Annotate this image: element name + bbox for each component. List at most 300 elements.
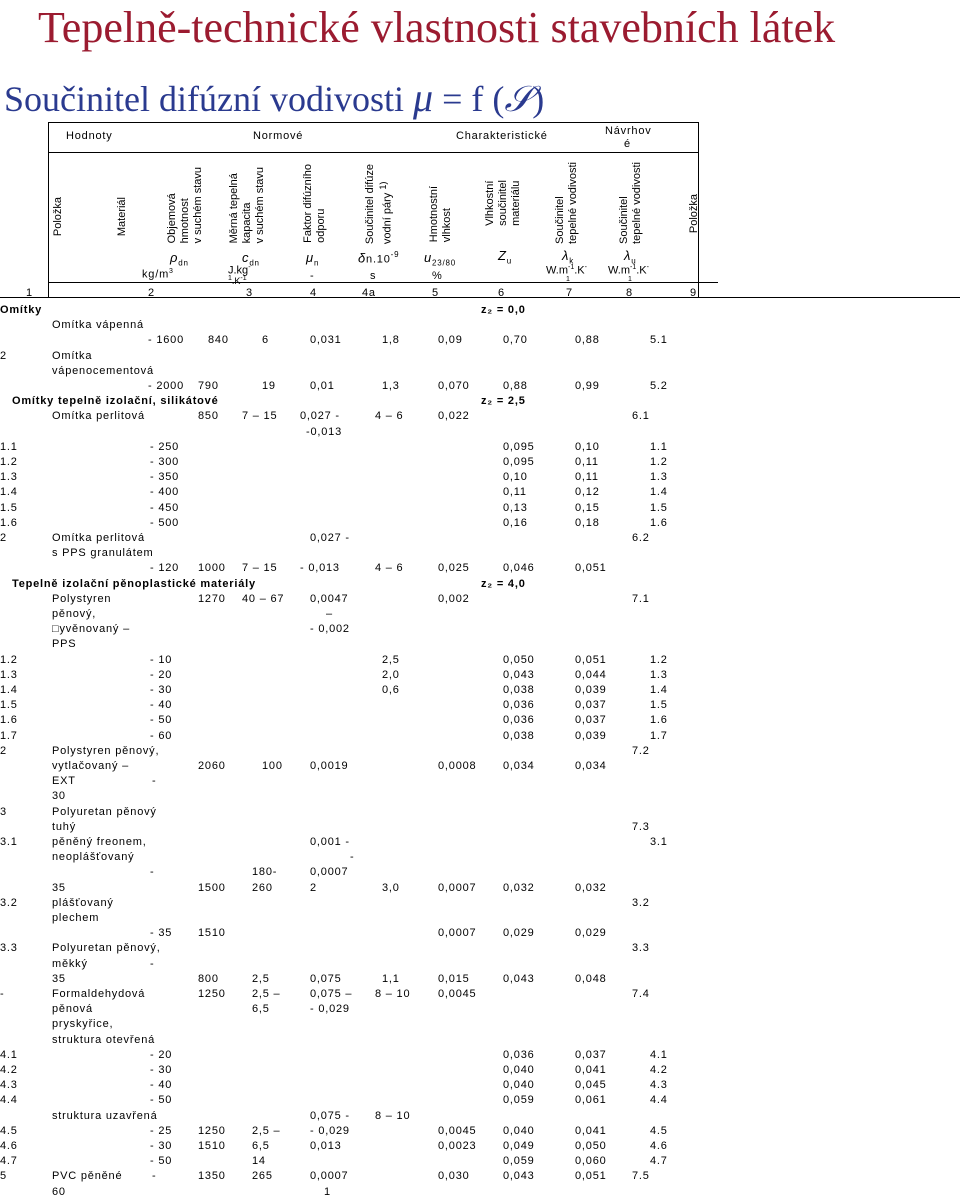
table-cell: - — [152, 1170, 157, 1183]
table-cell: 7.3 — [632, 820, 650, 833]
table-cell: 0,048 — [575, 972, 607, 985]
table-cell: neoplášťovaný — [52, 851, 135, 864]
col-objemova: Objemová hmotnost v suchém stavu — [166, 167, 204, 244]
table-cell: 0,09 — [438, 334, 463, 347]
group-hodnoty: Hodnoty — [66, 130, 113, 142]
table-cell: s PPS granulátem — [52, 547, 154, 560]
table-cell: 8 – 10 — [375, 988, 411, 1000]
table-cell: 0,050 — [503, 653, 535, 666]
header-symbol-line — [48, 282, 718, 283]
table-cell: 1.2 — [0, 653, 18, 666]
table-cell: 0,0045 — [438, 988, 477, 1000]
table-cell: struktura otevřená — [52, 1033, 156, 1046]
table-cell: 4.4 — [0, 1094, 18, 1107]
table-cell: Omítka vápenná — [52, 319, 144, 332]
table-cell: - 0,002 — [310, 623, 350, 636]
col-polozka-right: Položka — [688, 194, 700, 234]
table-cell: - 20 — [150, 668, 173, 681]
table-cell: 840 — [208, 334, 229, 347]
table-cell: 0,043 — [503, 972, 535, 985]
table-cell: pryskyřice, — [52, 1018, 114, 1031]
subtitle-text: Součinitel difúzní vodivosti — [4, 79, 404, 119]
table-cell: 3.2 — [632, 896, 650, 909]
table-cell: 0,037 — [575, 699, 607, 712]
table-cell: 4 – 6 — [375, 562, 404, 575]
table-cell: z₂ = 0,0 — [481, 304, 526, 316]
table-cell: 0,038 — [503, 729, 535, 742]
group-charakteristicke: Charakteristické — [456, 130, 548, 142]
table-cell: 40 – 67 — [242, 592, 285, 605]
col-vlhkostni: Vlhkostní součinitel materiálu — [484, 180, 522, 226]
table-cell: - — [150, 866, 155, 879]
table-cell: 0,041 — [575, 1124, 607, 1137]
table-cell: 2,5 — [252, 972, 270, 985]
table-cell: 0,095 — [503, 440, 535, 453]
table-cell: - 350 — [150, 471, 180, 484]
table-cell: 1.6 — [0, 516, 18, 529]
table-cell: - 0,029 — [310, 1124, 350, 1137]
table-cell: 0,11 — [575, 471, 599, 484]
table-cell: 0,060 — [575, 1155, 607, 1168]
table-cell: 0,036 — [503, 714, 535, 727]
table-cell: 0,002 — [438, 592, 470, 605]
table-cell: EXT — [52, 775, 76, 788]
table-cell: - 30 — [150, 684, 173, 696]
table-cell: 1.2 — [650, 653, 668, 666]
table-cell: 8 – 10 — [375, 1109, 411, 1122]
table-cell: Omítka perlitová — [52, 532, 145, 544]
header-border — [48, 122, 49, 297]
table-cell: 1.6 — [650, 516, 668, 529]
column-number: 6 — [498, 287, 505, 299]
table-cell: 5.1 — [650, 334, 668, 347]
table-cell: 4.4 — [650, 1094, 668, 1107]
table-cell: 0,013 — [310, 1140, 342, 1152]
table-cell: 0,0007 — [438, 881, 477, 894]
table-cell: - — [152, 775, 157, 788]
table-cell: 0,001 - — [310, 836, 350, 848]
table-cell: - 35 — [150, 927, 173, 940]
table-cell: PPS — [52, 638, 77, 651]
table-cell: 0,043 — [503, 668, 535, 681]
table-cell: 0,075 - — [310, 1109, 350, 1122]
table-cell: - — [350, 851, 355, 864]
table-cell: 0,075 – — [310, 988, 353, 1000]
table-cell: 2 — [0, 532, 7, 544]
table-cell: 3.2 — [0, 896, 18, 909]
table-cell: - 50 — [150, 714, 173, 727]
table-cell: 1500 — [198, 881, 226, 894]
symbol-u: $u_{23/80}$ — [424, 250, 457, 268]
table-cell: 1000 — [198, 562, 226, 575]
symbol-lambda-k: $\lambda_k$ — [562, 248, 575, 266]
table-cell: 0,051 — [575, 1170, 607, 1183]
table-cell: 4.3 — [0, 1079, 18, 1092]
table-cell: PVC pěněné — [52, 1170, 123, 1183]
page-title: Tepelně-technické vlastnosti stavebních látek — [38, 3, 836, 52]
table-cell: 0,043 — [503, 1170, 535, 1183]
table-cell: 0,037 — [575, 1048, 607, 1061]
table-cell: Polyuretan pěnový — [52, 805, 157, 818]
column-number: 5 — [432, 287, 439, 299]
table-cell: 1.7 — [0, 729, 18, 742]
table-cell: 0,6 — [382, 684, 400, 696]
table-cell: vytlačovaný – — [52, 760, 130, 772]
table-cell: 850 — [198, 410, 219, 423]
table-cell: Omítka perlitová — [52, 410, 145, 423]
table-cell: 4.1 — [650, 1048, 668, 1061]
table-cell: Omítky tepelně izolační, silikátové — [12, 395, 219, 408]
table-cell: 60 — [52, 1185, 66, 1198]
table-cell: 260 — [252, 881, 273, 894]
table-cell: 0,039 — [575, 729, 607, 742]
table-cell: 4.2 — [650, 1064, 668, 1076]
table-cell: 0,038 — [503, 684, 535, 696]
table-cell: 7.4 — [632, 988, 650, 1000]
table-cell: z₂ = 4,0 — [481, 577, 526, 590]
column-number: 4a — [362, 287, 376, 299]
table-cell: - — [0, 988, 5, 1000]
table-cell: 1.2 — [0, 456, 18, 468]
table-cell: 0,036 — [503, 1048, 535, 1061]
table-cell: pěněný freonem, — [52, 836, 147, 848]
table-cell: 1250 — [198, 1124, 226, 1137]
table-cell: 2,0 — [382, 668, 400, 681]
unit-u: % — [432, 270, 443, 282]
table-cell: 0,18 — [575, 516, 600, 529]
table-cell: 1.7 — [650, 729, 668, 742]
table-cell: 7 – 15 — [242, 562, 278, 575]
table-cell: 0,0007 — [438, 927, 477, 940]
group-navrhove: Návrhov — [605, 125, 652, 137]
table-cell: 1.4 — [0, 486, 18, 499]
table-cell: 3.3 — [632, 942, 650, 955]
table-cell: 0,059 — [503, 1155, 535, 1168]
table-cell: - 10 — [150, 653, 173, 666]
table-cell: 0,029 — [503, 927, 535, 940]
symbol-lambda-u: $\lambda_u$ — [624, 248, 637, 266]
table-cell: – — [326, 608, 333, 620]
table-cell: z₂ = 2,5 — [481, 395, 526, 408]
unit-delta: s — [370, 270, 377, 282]
table-cell: - 120 — [150, 562, 180, 575]
column-number: 1 — [26, 287, 33, 299]
col-material: Materiál — [116, 197, 128, 237]
col-tepelna-vodivost-k: Součinitel tepelné vodivosti — [554, 162, 579, 244]
table-cell: 5.2 — [650, 380, 668, 392]
table-cell: 19 — [262, 380, 276, 392]
table-cell: 0,039 — [575, 684, 607, 696]
table-cell: 0,11 — [575, 456, 599, 468]
table-cell: 1.3 — [0, 471, 18, 484]
table-cell: 0,050 — [575, 1140, 607, 1152]
table-cell: 7.1 — [632, 592, 650, 605]
subtitle-mu: μ — [412, 75, 434, 120]
table-cell: Omítka — [52, 349, 93, 362]
symbol-z: $Z_u$ — [498, 248, 512, 266]
table-cell: 0,041 — [575, 1064, 607, 1076]
table-cell: pěnový, — [52, 608, 97, 620]
table-cell: 0,070 — [438, 380, 470, 392]
table-cell: 0,036 — [503, 699, 535, 712]
table-cell: 0,0045 — [438, 1124, 477, 1137]
table-cell: 0,040 — [503, 1079, 535, 1092]
unit-c: J.kg- — [228, 264, 251, 277]
table-cell: 0,029 — [575, 927, 607, 940]
table-cell: 35 — [52, 972, 66, 985]
table-cell: tuhý — [52, 820, 76, 833]
col-tepelna-vodivost-u: Součinitel tepelné vodivosti — [618, 162, 643, 244]
table-cell: 1.3 — [650, 668, 668, 681]
table-cell: 0,030 — [438, 1170, 470, 1183]
table-cell: 4.2 — [0, 1064, 18, 1076]
symbol-c: $c_{dn}$ — [242, 250, 260, 268]
table-cell: 0,11 — [503, 486, 527, 499]
properties-table — [0, 122, 960, 1198]
table-cell: 1.4 — [0, 684, 18, 696]
table-cell: - 25 — [150, 1124, 173, 1137]
symbol-delta: $\delta n.10^{-9}$ — [358, 250, 400, 266]
table-cell: 0,0047 — [310, 592, 349, 605]
unit-lambda-u: $W.m^{-1}.K^-$ — [608, 264, 649, 277]
table-cell: Polystyren pěnový, — [52, 744, 160, 757]
table-cell: - 450 — [150, 501, 180, 514]
table-cell: 2,5 — [382, 653, 400, 666]
header-top-line — [48, 122, 698, 123]
table-cell: 4.5 — [650, 1124, 668, 1137]
col-hmotnostni: Hmotnostní vlhkost — [428, 186, 453, 243]
table-cell: - 0,029 — [310, 1003, 350, 1016]
unit-rho: $kg/m^3$ — [142, 268, 174, 281]
table-cell: 0,034 — [503, 760, 535, 772]
table-cell: 3,0 — [382, 881, 400, 894]
table-cell: 4.7 — [650, 1155, 668, 1168]
table-cell: 4.6 — [650, 1140, 668, 1152]
table-cell: 180- — [252, 866, 278, 879]
table-cell: 1,3 — [382, 380, 400, 392]
table-cell: Tepelně izolační pěnoplastické materiály — [12, 577, 256, 590]
subtitle-symbol: 𝒮 — [504, 79, 533, 119]
table-cell: 0,10 — [575, 440, 600, 453]
table-cell: 14 — [252, 1155, 266, 1168]
table-cell: 7.2 — [632, 744, 650, 757]
table-cell: 3.1 — [0, 836, 18, 848]
table-cell: měkký — [52, 957, 88, 970]
table-cell: 0,049 — [503, 1140, 535, 1152]
table-cell: - 250 — [150, 440, 180, 453]
table-cell: 2,5 – — [252, 1124, 281, 1137]
column-number: 4 — [310, 287, 317, 299]
table-cell: vápenocementová — [52, 364, 154, 377]
table-cell: 0,044 — [575, 668, 607, 681]
table-cell: 0,99 — [575, 380, 600, 392]
table-cell: 0,13 — [503, 501, 528, 514]
table-cell: 0,0008 — [438, 760, 477, 772]
table-cell: 1.1 — [0, 440, 18, 453]
table-cell: 4.7 — [0, 1155, 18, 1168]
table-cell: 2 — [310, 881, 317, 894]
table-cell: 0,051 — [575, 562, 607, 575]
table-cell: 0,034 — [575, 760, 607, 772]
symbol-rho: $\rho_{dn}$ — [170, 250, 189, 268]
col-soucinitel-difuze: Součinitel difúze vodní páry $^{1)}$ — [364, 164, 394, 245]
table-cell: 1,1 — [382, 972, 400, 985]
table-cell: - 30 — [150, 1064, 173, 1076]
table-cell: 1 — [324, 1185, 331, 1198]
table-cell: 3.3 — [0, 942, 18, 955]
column-number: 7 — [566, 287, 573, 299]
table-cell: 4.5 — [0, 1124, 18, 1137]
table-cell: 1250 — [198, 988, 226, 1000]
table-cell: 1.5 — [650, 699, 668, 712]
table-cell: 0,88 — [503, 380, 528, 392]
table-cell: 1.3 — [650, 471, 668, 484]
table-cell: 2,5 – — [252, 988, 281, 1000]
table-cell: 7 – 15 — [242, 410, 278, 423]
unit-c-cont: $^1.K^{-1}$ — [228, 275, 247, 286]
table-cell: 4 – 6 — [375, 410, 404, 423]
table-cell: 0,075 — [310, 972, 342, 985]
table-cell: 0,15 — [575, 501, 600, 514]
table-cell: - 300 — [150, 456, 180, 468]
table-cell: - — [150, 957, 155, 970]
table-cell: 0,051 — [575, 653, 607, 666]
table-cell: 1.4 — [650, 684, 668, 696]
table-cell: 0,0019 — [310, 760, 349, 772]
col-faktor: Faktor difúzního odporu — [302, 164, 327, 243]
table-cell: - 2000 — [148, 380, 184, 392]
column-number: 9 — [690, 287, 697, 299]
table-cell: 0,045 — [575, 1079, 607, 1092]
table-cell: 35 — [52, 881, 66, 894]
table-cell: 0,022 — [438, 410, 470, 423]
table-cell: Polystyren — [52, 592, 112, 605]
table-cell: 6.1 — [632, 410, 650, 423]
table-cell: 0,88 — [575, 334, 600, 347]
header-number-line — [0, 297, 960, 298]
col-polozka-left: Položka — [52, 197, 64, 237]
table-cell: 0,046 — [503, 562, 535, 575]
table-cell: 1.6 — [650, 714, 668, 727]
table-cell: 0,061 — [575, 1094, 607, 1107]
table-cell: pěnová — [52, 1003, 93, 1016]
table-cell: - 20 — [150, 1048, 173, 1061]
table-cell: 790 — [198, 380, 219, 392]
table-cell: 1350 — [198, 1170, 226, 1183]
table-cell: 1510 — [198, 927, 226, 940]
table-cell: 5 — [0, 1170, 7, 1183]
table-cell: Omítky — [0, 304, 43, 316]
unit-lambda-k: $W.m^{-1}.K^-$ — [546, 264, 587, 277]
table-cell: 0,015 — [438, 972, 470, 985]
table-cell: - 500 — [150, 516, 180, 529]
table-cell: 0,01 — [310, 380, 335, 392]
unit-lambda-u-cont: 1 — [628, 276, 633, 283]
table-cell: 2 — [0, 349, 7, 362]
column-number: 8 — [626, 287, 633, 299]
table-cell: 6 — [262, 334, 269, 347]
table-cell: - 1600 — [148, 334, 184, 347]
page-subtitle — [4, 74, 544, 121]
column-number: 3 — [246, 287, 253, 299]
table-cell: 0,059 — [503, 1094, 535, 1107]
subtitle-rest: = f ( — [442, 79, 505, 119]
table-cell: 1.1 — [650, 440, 668, 453]
table-cell: - 50 — [150, 1155, 173, 1168]
table-cell: - 0,013 — [300, 562, 340, 575]
table-cell: 1510 — [198, 1140, 226, 1152]
table-cell: 4.1 — [0, 1048, 18, 1061]
table-cell: 0,10 — [503, 471, 528, 484]
table-cell: 1.5 — [0, 699, 18, 712]
table-cell: 0,032 — [503, 881, 535, 894]
table-cell: 2060 — [198, 760, 226, 772]
table-cell: 1,8 — [382, 334, 400, 347]
unit-mu: - — [310, 270, 315, 282]
table-cell: - 50 — [150, 1094, 173, 1107]
table-cell: 0,040 — [503, 1124, 535, 1137]
header-group-line — [48, 152, 698, 153]
table-cell: 0,027 - — [300, 410, 340, 423]
table-cell: - 400 — [150, 486, 180, 499]
table-cell: - 40 — [150, 699, 173, 712]
table-cell: 3 — [0, 805, 7, 818]
table-cell: - 30 — [150, 1140, 173, 1152]
table-cell: 1.4 — [650, 486, 668, 499]
table-cell: 6.2 — [632, 532, 650, 544]
table-cell: 0,025 — [438, 562, 470, 575]
table-cell: 0,70 — [503, 334, 528, 347]
table-cell: 1.2 — [650, 456, 668, 468]
table-cell: 0,027 - — [310, 532, 350, 544]
unit-lambda-k-cont: 1 — [566, 276, 571, 283]
table-cell: 6,5 — [252, 1140, 270, 1152]
table-cell: 800 — [198, 972, 219, 985]
column-number: 2 — [148, 287, 155, 299]
table-cell: 0,12 — [575, 486, 600, 499]
table-cell: 0,040 — [503, 1064, 535, 1076]
table-cell: plášťovaný — [52, 896, 114, 909]
table-cell: 0,0007 — [310, 866, 349, 879]
table-cell: 4.3 — [650, 1079, 668, 1092]
table-cell: 0,037 — [575, 714, 607, 727]
table-cell: - 40 — [150, 1079, 173, 1092]
symbol-mu: $\mu_n$ — [306, 250, 320, 268]
table-cell: Polyuretan pěnový, — [52, 942, 161, 955]
table-cell: 1270 — [198, 592, 226, 605]
table-cell: 1.3 — [0, 668, 18, 681]
table-cell: - 60 — [150, 729, 173, 742]
table-cell: 265 — [252, 1170, 273, 1183]
col-merna: Měrná tepelná kapacita v suchém stavu — [228, 167, 266, 244]
table-cell: 100 — [262, 760, 283, 772]
table-cell: 1.5 — [650, 501, 668, 514]
table-cell: Formaldehydová — [52, 988, 146, 1000]
subtitle-close: ) — [532, 79, 545, 119]
table-cell: struktura uzavřená — [52, 1109, 158, 1122]
group-navrhove-cont: é — [624, 138, 631, 150]
table-cell: 0,095 — [503, 456, 535, 468]
table-cell: 0,0007 — [310, 1170, 349, 1183]
table-cell: 4.6 — [0, 1140, 18, 1152]
table-cell: 1.5 — [0, 501, 18, 514]
table-cell: 6,5 — [252, 1003, 270, 1016]
table-cell: -0,013 — [306, 425, 342, 438]
table-cell: 0,032 — [575, 881, 607, 894]
table-cell: 0,0023 — [438, 1140, 477, 1152]
table-cell: 3.1 — [650, 836, 668, 848]
group-normove: Normové — [253, 130, 304, 142]
